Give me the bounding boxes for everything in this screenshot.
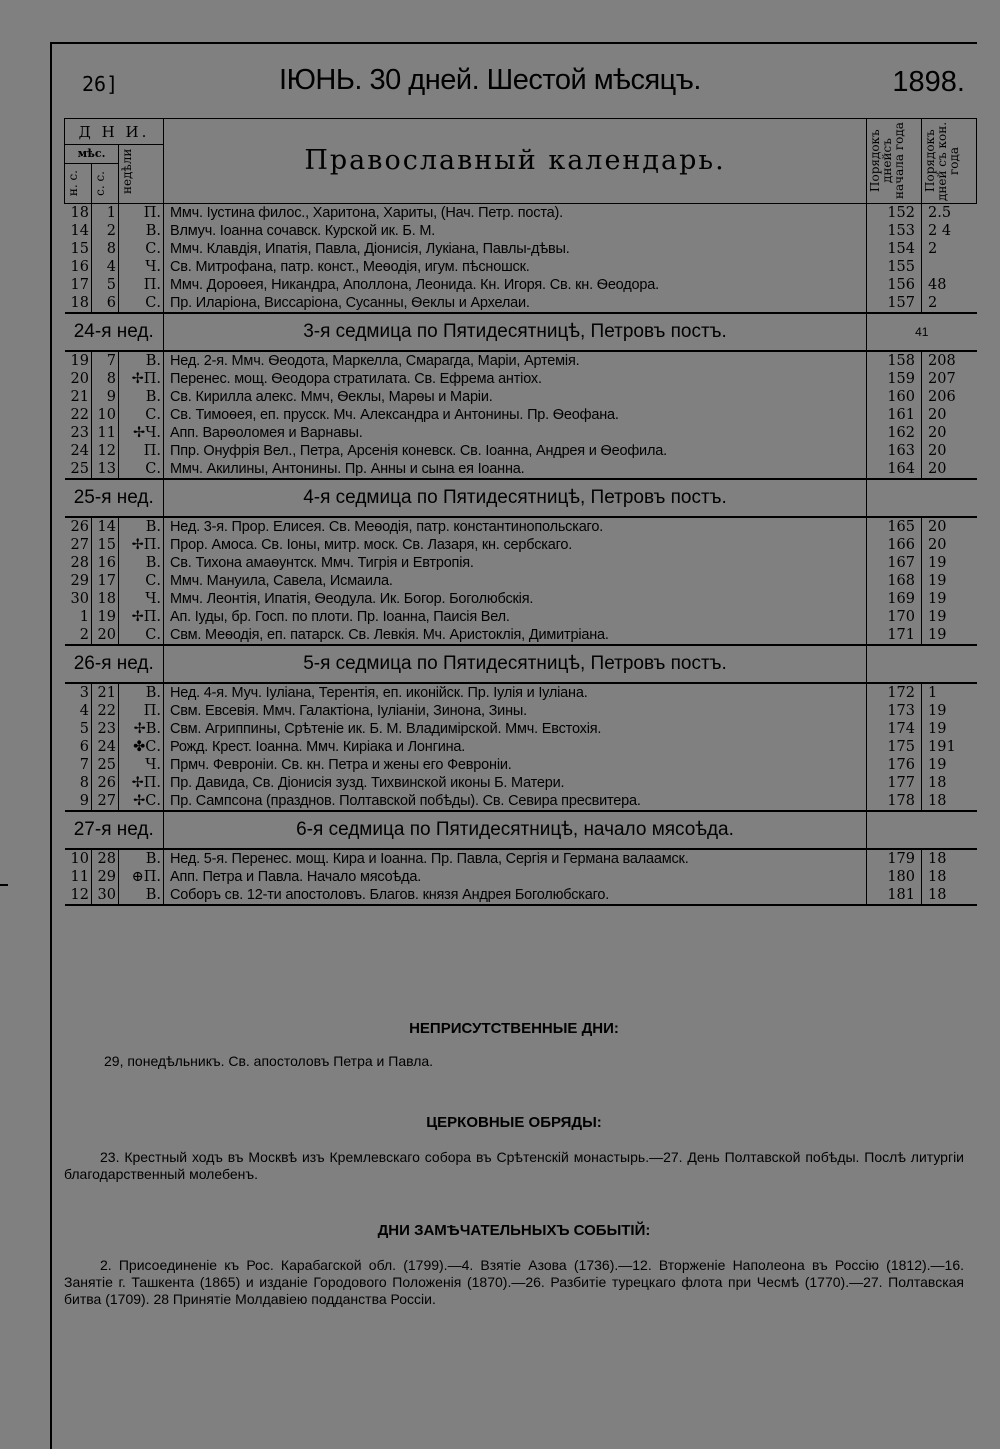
non-working-days-text: 29, понедѣльникъ. Св. апостоловъ Петра и Павла. bbox=[104, 1053, 434, 1069]
weekday: ✢С. bbox=[119, 792, 164, 811]
saints-text: Свм. Евсевія. Ммч. Галактіона, Іуліаніи, Зинона, Зины. bbox=[164, 702, 867, 720]
table-row bbox=[65, 240, 977, 258]
days-to-end: 1 bbox=[928, 685, 938, 701]
week-extra bbox=[867, 811, 977, 849]
day-of-year: 162 bbox=[867, 424, 922, 442]
day-of-year: 180 bbox=[867, 868, 922, 886]
days-to-end: 18 bbox=[928, 869, 947, 885]
day-of-year: 158 bbox=[867, 351, 922, 370]
saints-text: Апп. Варѳоломея и Варнавы. bbox=[164, 424, 867, 442]
day-of-year: 176 bbox=[867, 756, 922, 774]
order-from-start-header: Порядокъ днейсъ начала года bbox=[867, 119, 922, 204]
weekday: В. bbox=[119, 351, 164, 370]
day-of-year: 164 bbox=[867, 460, 922, 479]
table-row bbox=[65, 886, 977, 905]
day-of-year: 168 bbox=[867, 572, 922, 590]
table-row bbox=[65, 536, 977, 554]
new-style-day: 5 bbox=[65, 720, 92, 738]
days-to-end: 19 bbox=[928, 627, 947, 643]
saints-text: Свм. Меѳодія, еп. патарск. Св. Левкія. Мч. Аристоклія, Димитріана. bbox=[164, 626, 867, 645]
saints-text: Ммч. Акилины, Антонины. Пр. Анны и сына ея Іоанна. bbox=[164, 460, 867, 479]
table-row bbox=[65, 738, 977, 756]
old-style-day: 1 bbox=[92, 204, 119, 223]
days-to-end: 19 bbox=[928, 703, 947, 719]
days-to-end: 207 bbox=[928, 371, 956, 387]
weekday: В. bbox=[119, 886, 164, 905]
days-header: Д Н И. bbox=[65, 119, 164, 145]
saints-text: Прор. Амоса. Св. Іоны, митр. моск. Св. Лазаря, кн. сербскаго. bbox=[164, 536, 867, 554]
saints-text: Ммч. Іустина филос., Харитона, Хариты, (Нач. Петр. поста). bbox=[164, 204, 867, 223]
day-of-year: 175 bbox=[867, 738, 922, 756]
days-to-end: 2.5 bbox=[928, 205, 952, 221]
days-to-end: 18 bbox=[928, 775, 947, 791]
old-style-day: 15 bbox=[92, 536, 119, 554]
old-style-day: 4 bbox=[92, 258, 119, 276]
new-style-day: 12 bbox=[65, 886, 92, 905]
days-to-end: 208 bbox=[928, 353, 956, 369]
weekday: ⊕П. bbox=[119, 868, 164, 886]
day-of-year: 154 bbox=[867, 240, 922, 258]
old-style-header: с. с. bbox=[92, 164, 119, 204]
days-to-end: 18 bbox=[928, 793, 947, 809]
weekday: С. bbox=[119, 294, 164, 313]
days-to-end: 19 bbox=[928, 757, 947, 773]
old-style-day: 17 bbox=[92, 572, 119, 590]
old-style-day: 6 bbox=[92, 294, 119, 313]
old-style-day: 10 bbox=[92, 406, 119, 424]
saints-text: Пр. Давида, Св. Діонисія зузд. Тихвинской иконы Б. Матери. bbox=[164, 774, 867, 792]
days-to-end: 18 bbox=[922, 886, 977, 905]
day-of-year: 165 bbox=[867, 517, 922, 536]
saints-text: Прмч. Февроніи. Св. кн. Петра и жены его Февроніи. bbox=[164, 756, 867, 774]
weekday: ✢П. bbox=[119, 774, 164, 792]
new-style-day: 25 bbox=[65, 460, 92, 479]
table-row bbox=[65, 351, 977, 370]
new-style-day: 1 bbox=[65, 608, 92, 626]
new-style-day: 9 bbox=[65, 792, 92, 811]
weekday: В. bbox=[119, 517, 164, 536]
new-style-day: 17 bbox=[65, 276, 92, 294]
weekday: П. bbox=[119, 702, 164, 720]
table-row bbox=[65, 868, 977, 886]
weekday: С. bbox=[119, 626, 164, 645]
saints-text: Влмуч. Іоанна сочавск. Курской ик. Б. М. bbox=[164, 222, 867, 240]
weekday: П. bbox=[119, 442, 164, 460]
saints-text: Нед. 5-я. Перенес. мощ. Кира и Іоанна. Пр. Павла, Сергія и Германа валаамск. bbox=[164, 849, 867, 868]
days-to-end: 2 bbox=[928, 241, 938, 257]
table-row bbox=[65, 756, 977, 774]
day-of-year: 172 bbox=[867, 683, 922, 702]
weekday: ✢П. bbox=[119, 370, 164, 388]
new-style-day: 4 bbox=[65, 702, 92, 720]
table-row bbox=[65, 702, 977, 720]
calendar-table bbox=[64, 118, 977, 906]
days-to-end: 20 bbox=[928, 425, 947, 441]
new-style-day: 21 bbox=[65, 388, 92, 406]
new-style-day: 26 bbox=[65, 517, 92, 536]
days-to-end: 19 bbox=[928, 591, 947, 607]
table-row bbox=[65, 258, 977, 276]
week-header-row bbox=[65, 645, 977, 683]
week-title: 6-я седмица по Пятидесятницѣ, начало мясоѣда. bbox=[164, 811, 867, 849]
weekday: В. bbox=[119, 388, 164, 406]
new-style-day: 2 bbox=[65, 626, 92, 645]
page-title: ІЮНЬ. 30 дней. Шестой мѣсяцъ. bbox=[279, 64, 701, 96]
week-number: 24-я нед. bbox=[65, 313, 164, 351]
weekday: В. bbox=[119, 849, 164, 868]
table-row bbox=[65, 276, 977, 294]
old-style-day: 23 bbox=[92, 720, 119, 738]
table-row bbox=[65, 720, 977, 738]
saints-text: Апп. Петра и Павла. Начало мясоѣда. bbox=[164, 868, 867, 886]
table-row bbox=[65, 626, 977, 645]
saints-text: Соборъ св. 12-ти апостоловъ. Благов. князя Андрея Боголюбскаго. bbox=[164, 886, 867, 905]
old-style-day: 19 bbox=[92, 608, 119, 626]
saints-text: Пр. Сампсона (празднов. Полтавской побѣды). Св. Севира пресвитера. bbox=[164, 792, 867, 811]
table-row bbox=[65, 406, 977, 424]
old-style-day: 18 bbox=[92, 590, 119, 608]
new-style-day: 19 bbox=[65, 351, 92, 370]
day-of-year: 160 bbox=[867, 388, 922, 406]
day-of-year: 178 bbox=[867, 792, 922, 811]
saints-text: Св. Тихона амаѳунтск. Ммч. Тигрія и Евтропія. bbox=[164, 554, 867, 572]
table-row bbox=[65, 572, 977, 590]
days-to-end: 20 bbox=[928, 407, 947, 423]
old-style-day: 21 bbox=[92, 683, 119, 702]
old-style-day: 7 bbox=[92, 351, 119, 370]
day-of-year: 170 bbox=[867, 608, 922, 626]
days-to-end: 19 bbox=[928, 573, 947, 589]
week-header-row bbox=[65, 811, 977, 849]
day-of-year: 156 bbox=[867, 276, 922, 294]
table-row bbox=[65, 683, 977, 702]
saints-text: Рожд. Крест. Іоанна. Ммч. Киріака и Лонгина. bbox=[164, 738, 867, 756]
notable-events-text: 2. Присоединеніе къ Рос. Карабагской обл. (1799).—4. Взятіе Азова (1736).—12. Вторженіе Наполеона въ Россію (1812).—16. Занятіе г. Ташкента (1865) и изданіе Городового Положенія (1870).—26. Разбитіе турецкаго флота при Чесмѣ (1770).—27. Полтавская битва (1709). 28 Принятіе Молдавіею подданства Россіи. bbox=[64, 1257, 964, 1307]
weekday: П. bbox=[119, 204, 164, 223]
week-number: 25-я нед. bbox=[65, 479, 164, 517]
new-style-day: 3 bbox=[65, 683, 92, 702]
days-to-end: 20 bbox=[928, 443, 947, 459]
saints-text: Ппр. Онуфрія Вел., Петра, Арсенія коневск. Св. Іоанна, Андрея и Ѳеофила. bbox=[164, 442, 867, 460]
days-to-end: 2 4 bbox=[928, 223, 952, 239]
day-of-year: 159 bbox=[867, 370, 922, 388]
new-style-day: 28 bbox=[65, 554, 92, 572]
old-style-day: 2 bbox=[92, 222, 119, 240]
weekday: ✢Ч. bbox=[119, 424, 164, 442]
non-working-days-heading: НЕПРИСУТСТВЕННЫЕ ДНИ: bbox=[409, 1020, 619, 1037]
weekday: С. bbox=[119, 572, 164, 590]
new-style-day: 24 bbox=[65, 442, 92, 460]
table-row bbox=[65, 370, 977, 388]
day-of-year: 166 bbox=[867, 536, 922, 554]
new-style-day: 7 bbox=[65, 756, 92, 774]
old-style-day: 14 bbox=[92, 517, 119, 536]
table-row bbox=[65, 294, 977, 313]
table-row bbox=[65, 517, 977, 536]
day-of-year: 173 bbox=[867, 702, 922, 720]
saints-text: Пр. Иларіона, Виссаріона, Сусанны, Ѳеклы и Архелаи. bbox=[164, 294, 867, 313]
days-to-end: 19 bbox=[928, 609, 947, 625]
new-style-day: 11 bbox=[65, 868, 92, 886]
new-style-day: 10 bbox=[65, 849, 92, 868]
days-to-end: 191 bbox=[928, 739, 956, 755]
days-to-end: 20 bbox=[928, 461, 947, 477]
table-row bbox=[65, 204, 977, 223]
new-style-day: 30 bbox=[65, 590, 92, 608]
table-row bbox=[65, 424, 977, 442]
weekday: Ч. bbox=[119, 258, 164, 276]
weekday: ✢П. bbox=[119, 536, 164, 554]
day-of-year: 152 bbox=[867, 204, 922, 223]
non-working-days bbox=[64, 1020, 964, 1070]
day-of-year: 153 bbox=[867, 222, 922, 240]
saints-text: Ммч. Леонтія, Ипатія, Ѳеодула. Ик. Богор. Боголюбскія. bbox=[164, 590, 867, 608]
old-style-day: 11 bbox=[92, 424, 119, 442]
page-year: 1898. bbox=[892, 66, 965, 98]
saints-text: Ммч. Клавдія, Ипатія, Павла, Діонисія, Лукіана, Павлы-дѣвы. bbox=[164, 240, 867, 258]
day-of-year: 171 bbox=[867, 626, 922, 645]
old-style-day: 8 bbox=[92, 240, 119, 258]
day-of-year: 157 bbox=[867, 294, 922, 313]
old-style-day: 29 bbox=[92, 868, 119, 886]
new-style-day: 29 bbox=[65, 572, 92, 590]
weekday: В. bbox=[119, 683, 164, 702]
days-to-end: 48 bbox=[928, 277, 947, 293]
order-to-end-header: Порядокъ дней съ кон. года bbox=[922, 119, 977, 204]
days-to-end: 2 bbox=[928, 295, 938, 311]
new-style-day: 14 bbox=[65, 222, 92, 240]
table-row bbox=[65, 608, 977, 626]
days-to-end: 18 bbox=[928, 851, 947, 867]
weekday: П. bbox=[119, 276, 164, 294]
table-row bbox=[65, 460, 977, 479]
weekday: В. bbox=[119, 222, 164, 240]
new-style-day: 20 bbox=[65, 370, 92, 388]
notable-events-heading: ДНИ ЗАМѢЧАТЕЛЬНЫХЪ СОБЫТІЙ: bbox=[377, 1222, 651, 1239]
week-title: 4-я седмица по Пятидесятницѣ, Петровъ постъ. bbox=[164, 479, 867, 517]
old-style-day: 25 bbox=[92, 756, 119, 774]
old-style-day: 5 bbox=[92, 276, 119, 294]
old-style-day: 28 bbox=[92, 849, 119, 868]
weekday: В. bbox=[119, 554, 164, 572]
days-to-end: 206 bbox=[928, 389, 956, 405]
week-title: 5-я седмица по Пятидесятницѣ, Петровъ постъ. bbox=[164, 645, 867, 683]
saints-text: Ап. Іуды, бр. Госп. по плоти. Пр. Іоанна, Паисія Вел. bbox=[164, 608, 867, 626]
notable-events bbox=[64, 1222, 964, 1308]
week-title: 3-я седмица по Пятидесятницѣ, Петровъ постъ. bbox=[164, 313, 867, 351]
old-style-day: 13 bbox=[92, 460, 119, 479]
saints-text: Нед. 4-я. Муч. Іуліана, Терентія, еп. иконійск. Пр. Іулія и Іуліана. bbox=[164, 683, 867, 702]
week-number: 27-я нед. bbox=[65, 811, 164, 849]
saints-text: Св. Тимоѳея, еп. прусск. Мч. Александра и Антонины. Пр. Ѳеофана. bbox=[164, 406, 867, 424]
saints-text: Ммч. Дороѳея, Никандра, Аполлона, Леонида. Кн. Игоря. Св. кн. Ѳеодора. bbox=[164, 276, 867, 294]
table-row bbox=[65, 792, 977, 811]
new-style-day: 22 bbox=[65, 406, 92, 424]
old-style-day: 27 bbox=[92, 792, 119, 811]
table-row bbox=[65, 554, 977, 572]
day-of-year: 179 bbox=[867, 849, 922, 868]
new-style-header: н. с. bbox=[65, 164, 92, 204]
old-style-day: 8 bbox=[92, 370, 119, 388]
saints-text: Ммч. Мануила, Савела, Исмаила. bbox=[164, 572, 867, 590]
weekday: Ч. bbox=[119, 590, 164, 608]
church-rites-text: 23. Крестный ходъ въ Москвѣ изъ Кремлевскаго собора въ Срѣтенскій монастырь.—27. День Полтавской побѣды. Послѣ литургіи благодарственный молебенъ. bbox=[64, 1149, 964, 1182]
saints-text: Перенес. мощ. Ѳеодора стратилата. Св. Ефрема антіох. bbox=[164, 370, 867, 388]
days-to-end bbox=[922, 258, 977, 276]
day-of-year: 169 bbox=[867, 590, 922, 608]
days-to-end: 20 bbox=[928, 537, 947, 553]
days-to-end: 20 bbox=[928, 519, 947, 535]
new-style-day: 16 bbox=[65, 258, 92, 276]
new-style-day: 15 bbox=[65, 240, 92, 258]
old-style-day: 26 bbox=[92, 774, 119, 792]
weekday: Ч. bbox=[119, 756, 164, 774]
page-header bbox=[50, 64, 965, 104]
table-row bbox=[65, 590, 977, 608]
new-style-day: 27 bbox=[65, 536, 92, 554]
week-header-row bbox=[65, 313, 977, 351]
weekday: ✢П. bbox=[119, 608, 164, 626]
weekday: С. bbox=[119, 460, 164, 479]
saints-text: Нед. 2-я. Ммч. Ѳеодота, Маркелла, Смарагда, Маріи, Артемія. bbox=[164, 351, 867, 370]
new-style-day: 8 bbox=[65, 774, 92, 792]
week-header-row bbox=[65, 479, 977, 517]
day-of-year: 177 bbox=[867, 774, 922, 792]
day-of-year: 163 bbox=[867, 442, 922, 460]
weekday: С. bbox=[119, 240, 164, 258]
weekday: С. bbox=[119, 406, 164, 424]
day-of-year: 174 bbox=[867, 720, 922, 738]
table-row bbox=[65, 442, 977, 460]
table-row bbox=[65, 222, 977, 240]
day-of-year: 167 bbox=[867, 554, 922, 572]
new-style-day: 6 bbox=[65, 738, 92, 756]
new-style-day: 18 bbox=[65, 204, 92, 223]
old-style-day: 12 bbox=[92, 442, 119, 460]
old-style-day: 24 bbox=[92, 738, 119, 756]
day-of-year: 181 bbox=[867, 886, 922, 905]
week-extra: 41 bbox=[867, 313, 977, 351]
saints-text: Св. Митрофана, патр. конст., Меѳодія, игум. пѣсношск. bbox=[164, 258, 867, 276]
month-header: мѣс. bbox=[65, 145, 119, 164]
days-to-end: 19 bbox=[928, 555, 947, 571]
weekday: ✢В. bbox=[119, 720, 164, 738]
old-style-day: 30 bbox=[92, 886, 119, 905]
week-extra bbox=[867, 645, 977, 683]
church-rites-heading: ЦЕРКОВНЫЕ ОБРЯДЫ: bbox=[426, 1114, 602, 1131]
days-to-end: 19 bbox=[928, 721, 947, 737]
new-style-day: 18 bbox=[65, 294, 92, 313]
week-number: 26-я нед. bbox=[65, 645, 164, 683]
saints-text: Св. Кирилла алекс. Ммч, Ѳеклы, Марѳы и Маріи. bbox=[164, 388, 867, 406]
table-row bbox=[65, 774, 977, 792]
saints-text: Нед. 3-я. Прор. Елисея. Св. Меѳодія, патр. константинопольскаго. bbox=[164, 517, 867, 536]
weekday-header: недѣли bbox=[119, 145, 164, 204]
table-row bbox=[65, 849, 977, 868]
old-style-day: 20 bbox=[92, 626, 119, 645]
weekday: ✤С. bbox=[119, 738, 164, 756]
page-number: 26] bbox=[82, 72, 119, 96]
margin-tick bbox=[0, 884, 8, 886]
week-extra bbox=[867, 479, 977, 517]
saints-text: Свм. Агриппины, Срѣтеніе ик. Б. М. Владимірской. Ммч. Евстохія. bbox=[164, 720, 867, 738]
day-of-year: 155 bbox=[867, 258, 922, 276]
old-style-day: 16 bbox=[92, 554, 119, 572]
church-rites bbox=[64, 1114, 964, 1183]
table-row bbox=[65, 388, 977, 406]
new-style-day: 23 bbox=[65, 424, 92, 442]
day-of-year: 161 bbox=[867, 406, 922, 424]
calendar-title: Православный календарь. bbox=[164, 119, 867, 204]
old-style-day: 22 bbox=[92, 702, 119, 720]
old-style-day: 9 bbox=[92, 388, 119, 406]
